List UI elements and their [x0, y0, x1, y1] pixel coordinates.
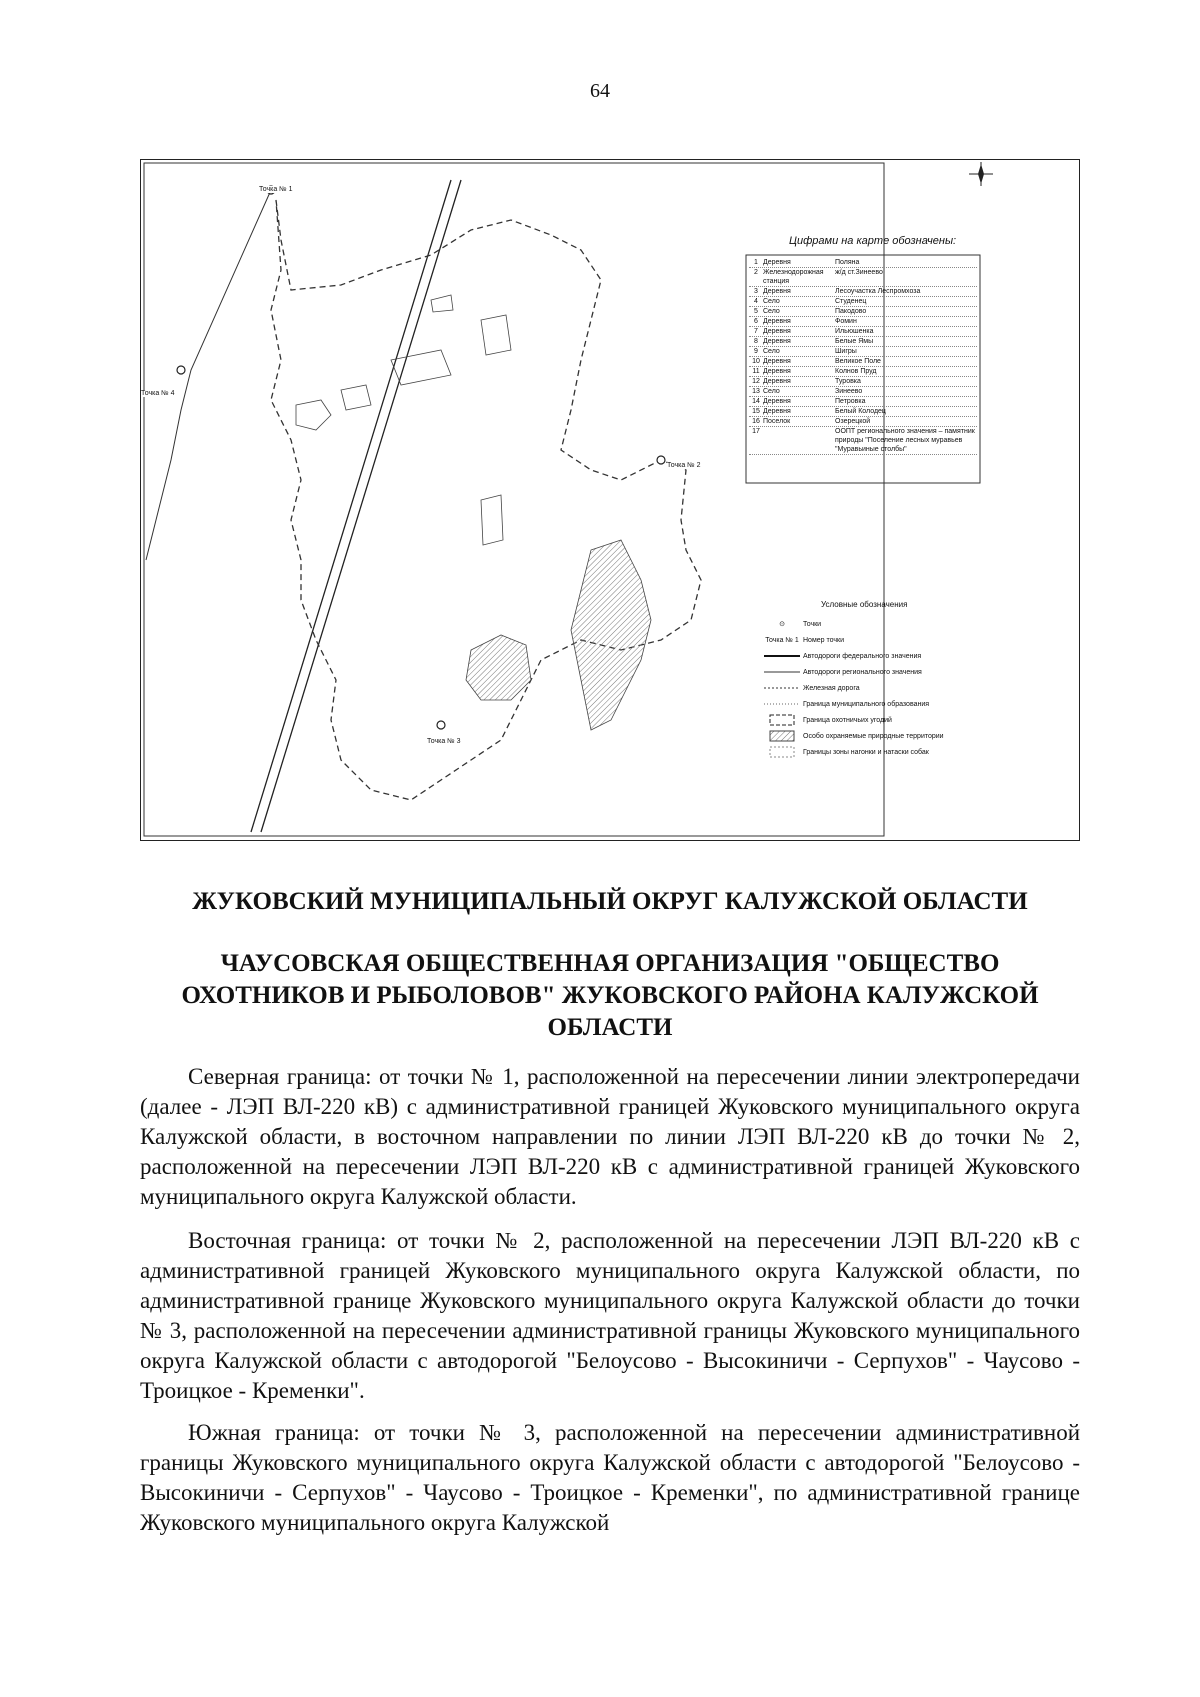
point-4-marker — [177, 366, 185, 374]
point-1-label: Точка № 1 — [259, 186, 293, 193]
point-4-label: Точка № 4 — [141, 390, 175, 397]
condition-item: Автодороги регионального значения — [803, 668, 922, 676]
point-2-marker — [657, 456, 665, 464]
legend-row: 4 Село Студенец — [749, 297, 977, 307]
point-3-marker — [437, 721, 445, 729]
legend-row: 17 ООПТ регионального значения – памятник природы "Поселение лесных муравьев "Муравьиные столбы" — [749, 427, 977, 455]
page-number: 64 — [590, 80, 610, 102]
legend-row: 5 Село Пакодово — [749, 307, 977, 317]
legend-table — [749, 258, 977, 455]
legend-row: 6 Деревня Фомин — [749, 317, 977, 327]
south-boundary-paragraph: Южная граница: от точки № 3, расположенной на пересечении административной границы Жуковского муниципального округа Калужской области с автодорогой "Белоусово - Высокиничи - Серпухов" - Чаусово - Троицкое - Кременки", по административной границе Жуковского муниципального округа Калужской — [140, 1420, 1080, 1535]
condition-item: Граница охотничьих угодий — [761, 712, 968, 728]
legend-row: 16 Поселок Озерецкой — [749, 417, 977, 427]
hunting-ground-boundary — [271, 200, 701, 800]
document-title: ЖУКОВСКИЙ МУНИЦИПАЛЬНЫЙ ОКРУГ КАЛУЖСКОЙ ОБЛАСТИ — [192, 888, 1028, 915]
legend-row: 1 Деревня Полянa — [749, 258, 977, 268]
conditions-title: Условные обозначения — [821, 600, 908, 609]
legend-row: 7 Деревня Ильюшенка — [749, 327, 977, 337]
compass-icon — [969, 162, 993, 186]
road-left — [146, 190, 271, 560]
conditions-list — [761, 616, 968, 760]
railway-line — [251, 180, 451, 832]
point-3-label: Точка № 3 — [427, 738, 461, 745]
legend-row: 11 Деревня Колнов Пруд — [749, 367, 977, 377]
legend-row: 2 Железнодорожная станция ж/д ст.Зинеево — [749, 268, 977, 287]
condition-item: Особо охраняемые природные территории — [761, 728, 968, 744]
point-2-label: Точка № 2 — [667, 462, 701, 469]
legend-row: 8 Деревня Белые Ямы — [749, 337, 977, 347]
north-boundary-paragraph: Северная граница: от точки № 1, расположенной на пересечении линии электропередачи (далее - ЛЭП ВЛ-220 кВ) с административной границей Жуковского муниципального округа Калужской области, в восточном направлении по линии ЛЭП ВЛ-220 кВ до точки № 2, расположенной на пересечении ЛЭП ВЛ-220 кВ с административной границей Жуковского муниципального округа Калужской области. — [140, 1064, 1080, 1209]
legend-row: 10 Деревня Великое Поле — [749, 357, 977, 367]
protected-area-south — [466, 635, 531, 700]
condition-item: Границы зоны нагонки и натаски собак — [761, 744, 968, 760]
legend-row: 15 Деревня Белый Колодец — [749, 407, 977, 417]
condition-item: ⊙ Точки — [779, 620, 822, 628]
protected-area-east — [571, 540, 651, 730]
hunting-ground-map — [140, 159, 1080, 841]
condition-item: Железная дорога — [803, 684, 860, 692]
condition-item: Автодороги федерального значения — [803, 652, 922, 660]
condition-item: Точка № 1 Номер точки — [765, 636, 844, 644]
east-boundary-paragraph: Восточная граница: от точки № 2, расположенной на пересечении ЛЭП ВЛ-220 кВ с административной границей Жуковского муниципального округа Калужской области, по административной границе Жуковского муниципального округа Калужской области до точки № 3, расположенной на пересечении административной границы Жуковского муниципального округа Калужской области с автодорогой "Белоусово - Высокиничи - Серпухов" - Чаусово - Троицкое - Кременки". — [140, 1228, 1080, 1403]
legend-row: 3 Деревня Лесоучастка Леспромхоза — [749, 287, 977, 297]
legend-row: 9 Село Шигры — [749, 347, 977, 357]
legend-row: 13 Село Зинеево — [749, 387, 977, 397]
legend-row: 12 Деревня Туровка — [749, 377, 977, 387]
document-subtitle: ЧАУСОВСКАЯ ОБЩЕСТВЕННАЯ ОРГАНИЗАЦИЯ "ОБЩЕСТВО ОХОТНИКОВ И РЫБОЛОВОВ" ЖУКОВСКОГО РАЙОНА КАЛУЖСКОЙ ОБЛАСТИ — [181, 950, 1039, 1041]
legend-title: Цифрами на карте обозначены: — [789, 235, 957, 247]
condition-item: Граница муниципального образования — [803, 700, 930, 708]
legend-row: 14 Деревня Петровка — [749, 397, 977, 407]
